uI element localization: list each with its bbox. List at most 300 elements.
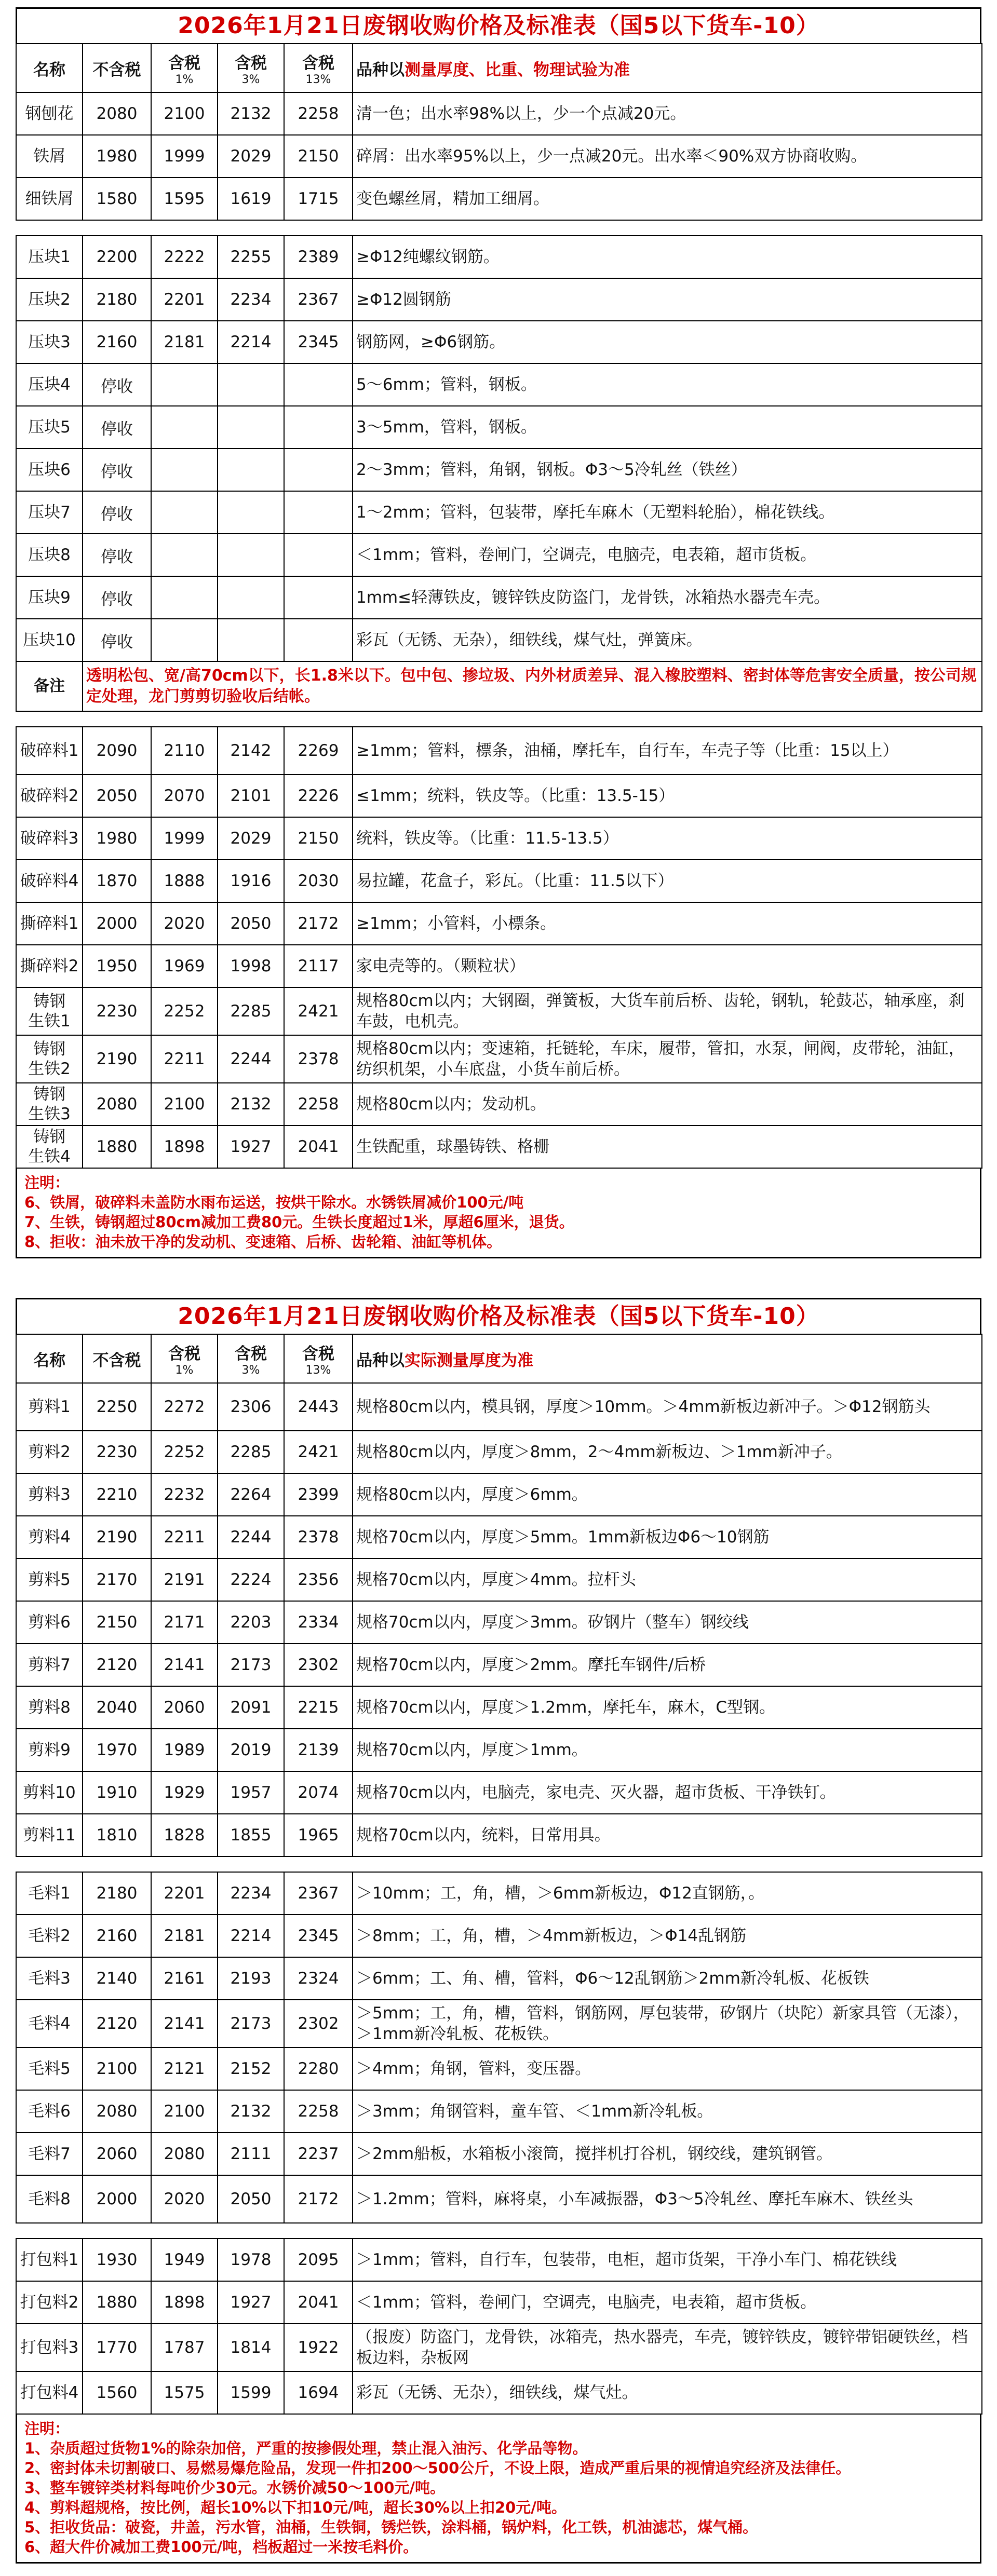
note-line: 6、超大件价减加工费100元/吨，档板超过一米按毛料价。 (24, 2538, 419, 2556)
item-name: 压块1 (16, 236, 83, 278)
item-description: 规格70cm以内，厚度＞1.2mm，摩托车，麻木，C型钢。 (353, 1686, 982, 1729)
item-description: ≥1mm；管料，標条，油桶，摩托车，自行车，车壳子等（比重：15以上） (353, 727, 982, 775)
item-name: 压块8 (16, 534, 83, 576)
price-tax3: 1814 (218, 2324, 284, 2371)
price-tax1: 1787 (151, 2324, 218, 2371)
price-tax1: 1999 (151, 135, 218, 178)
price-tax1: 2121 (151, 2048, 218, 2090)
table-row (16, 1915, 982, 1957)
price-tax13: 2324 (284, 1957, 353, 2000)
price-tax13: 2258 (284, 2090, 353, 2133)
header-name: 名称 (16, 1334, 83, 1383)
price-tax1 (151, 406, 218, 449)
table-row (16, 1516, 982, 1558)
price-tax13: 2421 (284, 1431, 353, 1473)
price-tax13: 2421 (284, 987, 353, 1035)
item-description: 5～6mm；管料，钢板。 (353, 363, 982, 406)
item-description: ＞4mm；角钢，管料，变压器。 (353, 2048, 982, 2090)
price-tax3: 1927 (218, 2281, 284, 2324)
header-name: 名称 (16, 44, 83, 92)
item-description: 1～2mm；管料，包装带，摩托车麻木（无塑料轮胎），棉花铁线。 (353, 491, 982, 534)
price-tax1 (151, 534, 218, 576)
price-tax3: 1978 (218, 2239, 284, 2281)
price-tax1: 1999 (151, 817, 218, 860)
table-row (16, 1957, 982, 2000)
item-name: 剪料10 (16, 1771, 83, 1814)
header-description: 品种以实际测量厚度为准 (353, 1334, 982, 1383)
item-description: 家电壳等的。（颗粒状） (353, 945, 982, 987)
price-tax13 (284, 363, 353, 406)
price-tax3: 2132 (218, 92, 284, 135)
price-tax1: 1969 (151, 945, 218, 987)
table-row (16, 2239, 982, 2281)
table-row (16, 1686, 982, 1729)
table-row (16, 406, 982, 449)
price-tax1: 2232 (151, 1473, 218, 1516)
price-tax13: 2215 (284, 1686, 353, 1729)
price-tax1: 2020 (151, 902, 218, 945)
price-notax: 1970 (83, 1729, 151, 1771)
price-tax3: 2234 (218, 278, 284, 321)
price-table (16, 1334, 982, 2415)
table-row (16, 178, 982, 220)
gap-cell (16, 220, 982, 236)
price-tax3: 2152 (218, 2048, 284, 2090)
price-tax1: 1898 (151, 1126, 218, 1168)
table-row (16, 236, 982, 278)
table-row (16, 860, 982, 902)
section-gap (16, 2223, 982, 2239)
header-notax: 不含税 (83, 44, 151, 92)
item-name: 剪料8 (16, 1686, 83, 1729)
price-tax3: 1957 (218, 1771, 284, 1814)
item-description: 生铁配重，球墨铸铁、格栅 (353, 1126, 982, 1168)
price-tax13 (284, 491, 353, 534)
item-description: 碎屑：出水率95%以上，少一点减20元。出水率＜90%双方协商收购。 (353, 135, 982, 178)
price-tax1: 1949 (151, 2239, 218, 2281)
remark-text: 透明松包、宽/高70cm以下，长1.8米以下。包中包、掺垃圾、内外材质差异、混入橡胶塑料、密封体等危害安全质量，按公司规定处理，龙门剪剪切验收后结帐。 (83, 661, 982, 711)
header-description: 品种以测量厚度、比重、物理试验为准 (353, 44, 982, 92)
item-name: 毛料1 (16, 1872, 83, 1915)
price-tax13: 2334 (284, 1601, 353, 1644)
price-tax3: 2193 (218, 1957, 284, 2000)
price-notax: 停收 (83, 406, 151, 449)
item-name: 打包料1 (16, 2239, 83, 2281)
price-tax1 (151, 363, 218, 406)
item-description: ＜1mm；管料，卷闸门，空调壳，电脑壳，电表箱，超市货板。 (353, 2281, 982, 2324)
price-tax13: 2258 (284, 1083, 353, 1126)
item-description: 规格70cm以内，厚度＞3mm。矽钢片（整车）钢绞线 (353, 1601, 982, 1644)
price-table-panel-2 (16, 1298, 981, 2564)
price-notax: 2190 (83, 1516, 151, 1558)
price-tax13: 2074 (284, 1771, 353, 1814)
notes-title: 注明： (24, 2420, 70, 2437)
item-name: 压块2 (16, 278, 83, 321)
price-tax13: 2280 (284, 2048, 353, 2090)
header-tax1: 含税 1% (151, 44, 218, 92)
price-tax1: 1575 (151, 2371, 218, 2414)
item-name: 铸钢 生铁4 (16, 1126, 83, 1168)
price-notax: 停收 (83, 449, 151, 491)
note-line: 8、拒收：油未放干净的发动机、变速箱、后桥、齿轮箱、油缸等机体。 (24, 1233, 502, 1251)
price-tax1: 1989 (151, 1729, 218, 1771)
table-row (16, 2281, 982, 2324)
remark-row (16, 661, 982, 711)
price-tax3 (218, 491, 284, 534)
table-row (16, 363, 982, 406)
item-description: 清一色；出水率98%以上，少一个点减20元。 (353, 92, 982, 135)
note-line: 1、杂质超过货物1%的除杂加倍，严重的按掺假处理，禁止混入油污、化学品等物。 (24, 2439, 588, 2457)
price-tax3: 2101 (218, 775, 284, 817)
table-row (16, 2175, 982, 2223)
table-row (16, 945, 982, 987)
section-gap (16, 220, 982, 236)
item-name: 压块10 (16, 619, 83, 661)
table-row (16, 2048, 982, 2090)
price-tax1: 2252 (151, 987, 218, 1035)
item-name: 打包料2 (16, 2281, 83, 2324)
price-tax13: 2378 (284, 1035, 353, 1083)
price-tax1 (151, 491, 218, 534)
item-description: 规格80cm以内，厚度＞8mm，2～4mm新板边、＞1mm新冲子。 (353, 1431, 982, 1473)
header-tax1: 含税 1% (151, 1334, 218, 1383)
table-row (16, 1729, 982, 1771)
item-name: 压块4 (16, 363, 83, 406)
price-tax13 (284, 449, 353, 491)
price-tax13: 2150 (284, 135, 353, 178)
note-line: 7、生铁，铸钢超过80cm减加工费80元。生铁长度超过1米，厚超6厘米，退货。 (24, 1213, 574, 1231)
item-name: 毛料5 (16, 2048, 83, 2090)
price-notax: 2160 (83, 1915, 151, 1957)
item-name: 铸钢 生铁2 (16, 1035, 83, 1083)
price-tax13: 2117 (284, 945, 353, 987)
price-tax1: 2272 (151, 1383, 218, 1431)
item-description: 规格80cm以内；发动机。 (353, 1083, 982, 1126)
item-name: 破碎料2 (16, 775, 83, 817)
price-tax3: 1599 (218, 2371, 284, 2414)
table-title: 2026年1月21日废钢收购价格及标准表（国5以下货车-10） (16, 1298, 981, 1334)
price-tax3: 2050 (218, 902, 284, 945)
item-description: 2～3mm；管料，角钢，钢板。Φ3～5冷轧丝（铁丝） (353, 449, 982, 491)
price-tax13: 2150 (284, 817, 353, 860)
table-row (16, 727, 982, 775)
price-tax1 (151, 619, 218, 661)
price-tax3 (218, 576, 284, 619)
price-tax13: 2172 (284, 902, 353, 945)
table-row (16, 1126, 982, 1168)
price-tax3: 2050 (218, 2175, 284, 2223)
item-description: 钢筋网，≥Φ6钢筋。 (353, 321, 982, 363)
table-row (16, 902, 982, 945)
price-tax3: 2142 (218, 727, 284, 775)
table-row (16, 2371, 982, 2414)
price-notax: 停收 (83, 534, 151, 576)
price-tax1 (151, 576, 218, 619)
price-table-panel-1 (16, 7, 981, 1258)
price-tax13: 2356 (284, 1558, 353, 1601)
item-name: 剪料5 (16, 1558, 83, 1601)
table-row (16, 278, 982, 321)
price-notax: 2120 (83, 2000, 151, 2048)
price-notax: 1580 (83, 178, 151, 220)
item-name: 压块9 (16, 576, 83, 619)
price-tax13 (284, 534, 353, 576)
price-tax3: 2224 (218, 1558, 284, 1601)
price-tax13 (284, 619, 353, 661)
item-name: 毛料3 (16, 1957, 83, 2000)
price-notax: 2250 (83, 1383, 151, 1431)
price-notax: 停收 (83, 619, 151, 661)
price-notax: 2180 (83, 278, 151, 321)
item-name: 打包料3 (16, 2324, 83, 2371)
price-tax13: 2378 (284, 1516, 353, 1558)
section-gap (16, 711, 982, 727)
table-row (16, 449, 982, 491)
table-row (16, 775, 982, 817)
section-gap (16, 1856, 982, 1872)
price-tax13: 1965 (284, 1814, 353, 1856)
price-tax1: 2100 (151, 1083, 218, 1126)
note-line: 4、剪料超规格，按比例，超长10%以下扣10元/吨，超长30%以上扣20元/吨。 (24, 2499, 567, 2516)
price-tax13: 1715 (284, 178, 353, 220)
table-row (16, 817, 982, 860)
price-tax13: 2030 (284, 860, 353, 902)
price-tax13: 2226 (284, 775, 353, 817)
item-description: 规格80cm以内，厚度＞6mm。 (353, 1473, 982, 1516)
price-tax3: 2173 (218, 2000, 284, 2048)
remark-label: 备注 (16, 661, 83, 711)
item-description: 规格70cm以内，厚度＞4mm。拉杆头 (353, 1558, 982, 1601)
table-row (16, 1558, 982, 1601)
item-name: 剪料3 (16, 1473, 83, 1516)
item-name: 压块6 (16, 449, 83, 491)
item-name: 铁屑 (16, 135, 83, 178)
price-tax3: 2244 (218, 1035, 284, 1083)
price-notax: 2080 (83, 2090, 151, 2133)
note-line: 2、密封体未切割破口、易燃易爆危险品，发现一件扣200～500公斤，不设上限，造成严重后果的视情追究经济及法律任。 (24, 2459, 851, 2477)
table-row (16, 1644, 982, 1686)
item-description: 易拉罐，花盒子，彩瓦。（比重：11.5以下） (353, 860, 982, 902)
price-notax: 2180 (83, 1872, 151, 1915)
price-notax: 2210 (83, 1473, 151, 1516)
item-description: ＞1mm；管料，自行车，包装带，电柜，超市货架，干净小车门、棉花铁线 (353, 2239, 982, 2281)
price-tax13: 2345 (284, 1915, 353, 1957)
price-notax: 2050 (83, 775, 151, 817)
price-tax3: 2091 (218, 1686, 284, 1729)
item-description: 规格80cm以内；大钢圈，弹簧板，大货车前后桥、齿轮，钢轨，轮鼓芯，轴承座，刹车鼓，电机壳。 (353, 987, 982, 1035)
item-name: 铸钢 生铁1 (16, 987, 83, 1035)
price-tax13: 2302 (284, 2000, 353, 2048)
price-tax1: 1898 (151, 2281, 218, 2324)
item-name: 破碎料1 (16, 727, 83, 775)
item-description: 3～5mm，管料，钢板。 (353, 406, 982, 449)
price-tax13: 1922 (284, 2324, 353, 2371)
price-tax1: 2191 (151, 1558, 218, 1601)
item-description: ＞10mm；工，角，槽，＞6mm新板边，Φ12直钢筋，。 (353, 1872, 982, 1915)
price-tax3: 1998 (218, 945, 284, 987)
price-notax: 停收 (83, 363, 151, 406)
price-tax1: 2201 (151, 1872, 218, 1915)
price-tax3 (218, 534, 284, 576)
notes-title: 注明： (24, 1174, 70, 1191)
table-row (16, 1431, 982, 1473)
price-notax: 1950 (83, 945, 151, 987)
price-tax1: 2070 (151, 775, 218, 817)
item-name: 剪料11 (16, 1814, 83, 1856)
price-tax3: 2132 (218, 1083, 284, 1126)
price-tax13: 2095 (284, 2239, 353, 2281)
item-name: 破碎料4 (16, 860, 83, 902)
table-row (16, 1473, 982, 1516)
table-row (16, 2090, 982, 2133)
table-row (16, 1383, 982, 1431)
price-tax3: 2173 (218, 1644, 284, 1686)
price-tax1: 2181 (151, 1915, 218, 1957)
price-notax: 2080 (83, 1083, 151, 1126)
table-row (16, 321, 982, 363)
price-tax1: 2161 (151, 1957, 218, 2000)
price-tax13: 2443 (284, 1383, 353, 1431)
price-tax1: 2201 (151, 278, 218, 321)
price-notax: 2230 (83, 1431, 151, 1473)
price-tax3: 2029 (218, 817, 284, 860)
price-notax: 1910 (83, 1771, 151, 1814)
table-body (16, 92, 982, 1168)
price-tax3: 1619 (218, 178, 284, 220)
price-notax: 停收 (83, 491, 151, 534)
price-notax: 2090 (83, 727, 151, 775)
header-notax: 不含税 (83, 1334, 151, 1383)
item-name: 毛料4 (16, 2000, 83, 2048)
price-tax3 (218, 363, 284, 406)
item-name: 打包料4 (16, 2371, 83, 2414)
price-notax: 2170 (83, 1558, 151, 1601)
item-description: 规格70cm以内，厚度＞5mm。1mm新板边Φ6～10钢筋 (353, 1516, 982, 1558)
price-notax: 2120 (83, 1644, 151, 1686)
price-tax1: 1929 (151, 1771, 218, 1814)
item-name: 毛料6 (16, 2090, 83, 2133)
note-line: 5、拒收货品：破瓷，井盖，污水管，油桶，生铁铜，锈烂铁，涂料桶，锅炉料，化工铁，机油滤芯，煤气桶。 (24, 2518, 758, 2536)
gap-cell (16, 711, 982, 727)
price-tax3: 2132 (218, 2090, 284, 2133)
price-tax1: 2252 (151, 1431, 218, 1473)
gap-cell (16, 2223, 982, 2239)
price-tax1: 1888 (151, 860, 218, 902)
item-description: 规格70cm以内，统料，日常用具。 (353, 1814, 982, 1856)
table-row (16, 2133, 982, 2175)
item-description: 彩瓦（无锈、无杂），细铁线，煤气灶。 (353, 2371, 982, 2414)
notes-section (16, 2415, 981, 2564)
price-notax: 2040 (83, 1686, 151, 1729)
price-tax1: 2141 (151, 1644, 218, 1686)
price-notax: 2000 (83, 2175, 151, 2223)
table-row (16, 1083, 982, 1126)
price-notax: 1870 (83, 860, 151, 902)
table-row (16, 491, 982, 534)
gap-cell (16, 1856, 982, 1872)
price-tax13: 2367 (284, 278, 353, 321)
item-description: 规格80cm以内，模具钢，厚度＞10mm。＞4mm新板边新冲子。＞Φ12钢筋头 (353, 1383, 982, 1431)
price-notax: 1980 (83, 817, 151, 860)
table-row (16, 92, 982, 135)
item-name: 剪料2 (16, 1431, 83, 1473)
item-description: 1mm≤轻薄铁皮，镀锌铁皮防盗门，龙骨铁，冰箱热水器壳车壳。 (353, 576, 982, 619)
price-tax3: 2285 (218, 1431, 284, 1473)
notes-section (16, 1169, 981, 1258)
price-tax1: 2060 (151, 1686, 218, 1729)
price-tax13: 1694 (284, 2371, 353, 2414)
item-description: 规格70cm以内，厚度＞1mm。 (353, 1729, 982, 1771)
price-tax13: 2041 (284, 1126, 353, 1168)
price-tax13: 2345 (284, 321, 353, 363)
price-notax: 2000 (83, 902, 151, 945)
header-tax13: 含税 13% (284, 1334, 353, 1383)
item-name: 钢刨花 (16, 92, 83, 135)
price-tax3 (218, 619, 284, 661)
item-name: 压块7 (16, 491, 83, 534)
price-tax13: 2367 (284, 1872, 353, 1915)
item-description: ＜1mm；管料，卷闸门，空调壳，电脑壳，电表箱，超市货板。 (353, 534, 982, 576)
item-description: 规格70cm以内，电脑壳，家电壳、灭火器，超市货板、干净铁钉。 (353, 1771, 982, 1814)
item-description: 彩瓦（无锈、无杂），细铁线，煤气灶，弹簧床。 (353, 619, 982, 661)
price-tax1: 2100 (151, 92, 218, 135)
note-line: 3、整车镀锌类材料每吨价少30元。水锈价减50～100元/吨。 (24, 2479, 446, 2497)
item-name: 毛料7 (16, 2133, 83, 2175)
item-name: 撕碎料2 (16, 945, 83, 987)
price-tax3: 2244 (218, 1516, 284, 1558)
price-notax: 1810 (83, 1814, 151, 1856)
price-tax1: 1828 (151, 1814, 218, 1856)
header-tax3: 含税 3% (218, 44, 284, 92)
price-tax1: 2100 (151, 2090, 218, 2133)
item-name: 压块5 (16, 406, 83, 449)
table-row (16, 1601, 982, 1644)
price-notax: 2150 (83, 1601, 151, 1644)
table-body (16, 1383, 982, 2414)
item-name: 剪料4 (16, 1516, 83, 1558)
price-notax: 停收 (83, 576, 151, 619)
table-row (16, 534, 982, 576)
price-tax3: 2111 (218, 2133, 284, 2175)
price-tax3: 1927 (218, 1126, 284, 1168)
item-name: 剪料1 (16, 1383, 83, 1431)
price-tax1: 2141 (151, 2000, 218, 2048)
price-notax: 1880 (83, 1126, 151, 1168)
price-tax1 (151, 449, 218, 491)
item-name: 细铁屑 (16, 178, 83, 220)
table-row (16, 135, 982, 178)
item-name: 剪料7 (16, 1644, 83, 1686)
price-tax13 (284, 576, 353, 619)
price-tax13: 2302 (284, 1644, 353, 1686)
price-notax: 1980 (83, 135, 151, 178)
table-row (16, 987, 982, 1035)
price-tax3: 2214 (218, 321, 284, 363)
item-description: 变色螺丝屑，精加工细屑。 (353, 178, 982, 220)
item-description: 规格70cm以内，厚度＞2mm。摩托车钢件/后桥 (353, 1644, 982, 1686)
table-header-row (16, 1334, 982, 1383)
price-notax: 2230 (83, 987, 151, 1035)
price-tax1: 1595 (151, 178, 218, 220)
price-tax3: 2306 (218, 1383, 284, 1431)
item-description: ＞6mm；工、角、槽，管料，Φ6～12乱钢筋＞2mm新冷轧板、花板铁 (353, 1957, 982, 2000)
price-tax1: 2211 (151, 1516, 218, 1558)
table-row (16, 1872, 982, 1915)
price-tax3: 2203 (218, 1601, 284, 1644)
price-tax3: 2019 (218, 1729, 284, 1771)
price-tax13: 2258 (284, 92, 353, 135)
price-tax13 (284, 406, 353, 449)
